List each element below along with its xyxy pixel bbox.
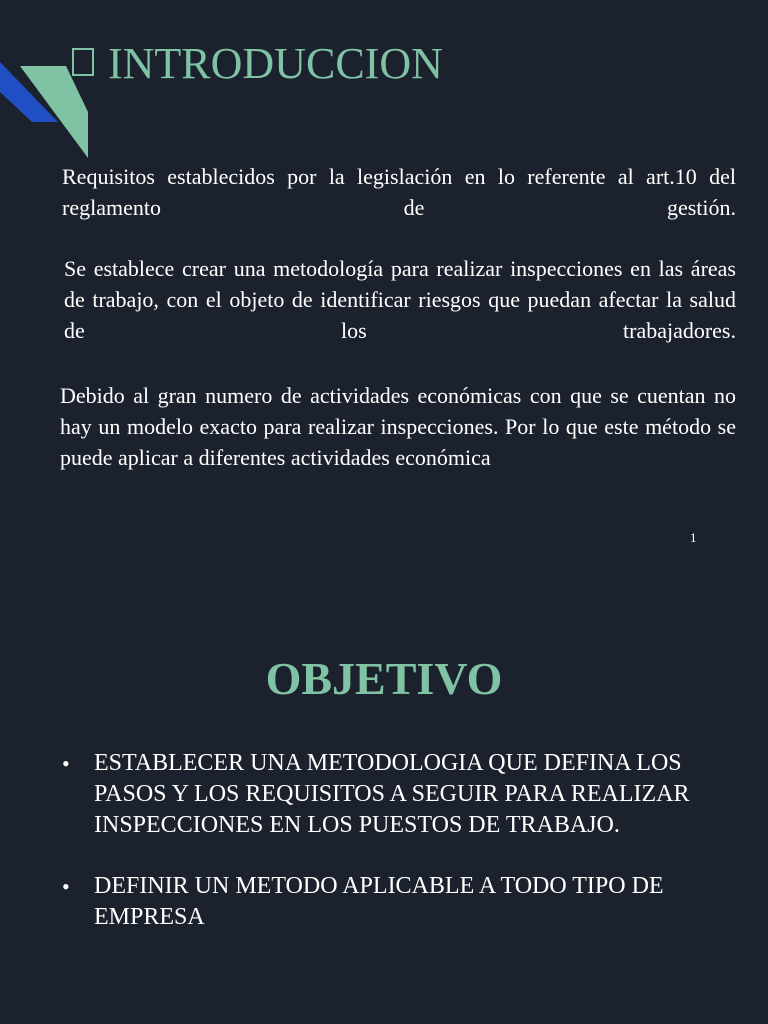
placeholder-box-icon bbox=[72, 48, 94, 76]
slide-title-text: INTRODUCCION bbox=[108, 39, 443, 88]
list-item bbox=[62, 748, 722, 841]
objective-list bbox=[62, 748, 722, 963]
list-item bbox=[62, 871, 722, 933]
list-item-text: DEFINIR UN METODO APLICABLE A TODO TIPO DE EMPRESA bbox=[94, 873, 664, 930]
page-number: 1 bbox=[690, 530, 697, 545]
paragraph-requisitos: Requisitos establecidos por la legislación en lo referente al art.10 del reglamento de gestión. bbox=[62, 164, 736, 220]
slide-title bbox=[72, 38, 443, 90]
slide-objetivo bbox=[0, 512, 768, 1024]
paragraph-metodologia: Se establece crear una metodología para realizar inspecciones en las áreas de trabajo, con el objeto de identificar riesgos que puedan afectar la salud de los trabajadores. bbox=[64, 256, 736, 343]
slide-title: OBJETIVO bbox=[265, 653, 503, 704]
bullet-icon: • bbox=[62, 874, 70, 899]
paragraph-actividades: Debido al gran numero de actividades económicas con que se cuentan no hay un modelo exacto para realizar inspecciones. Por lo que este método se puede aplicar a diferentes actividades económica bbox=[60, 383, 736, 470]
list-item-text: ESTABLECER UNA METODOLOGIA QUE DEFINA LOS PASOS Y LOS REQUISITOS A SEGUIR PARA REALIZAR INSPECCIONES EN LOS PUESTOS DE TRABAJO. bbox=[94, 750, 690, 838]
bullet-icon: • bbox=[62, 751, 70, 776]
